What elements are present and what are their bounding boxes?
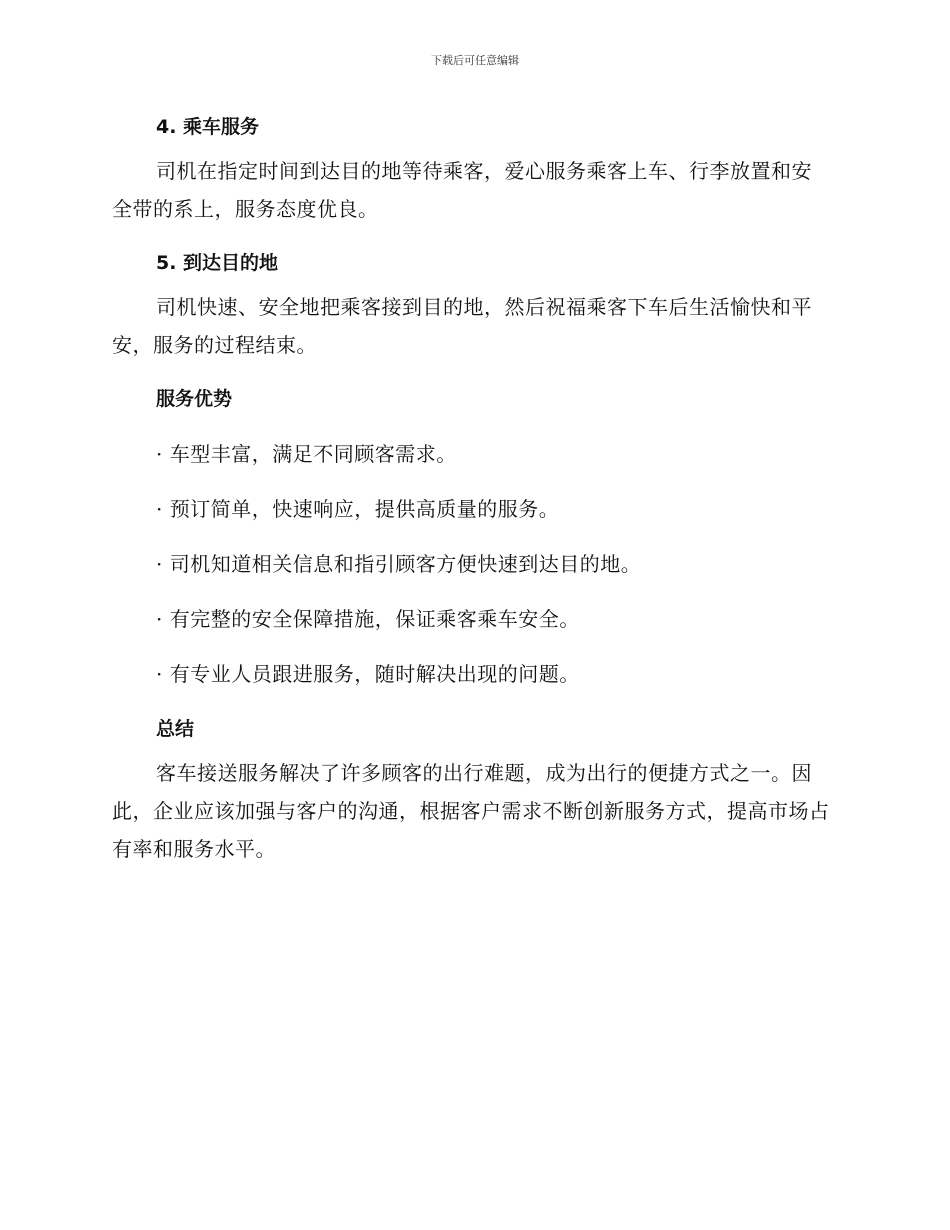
paragraph-summary: 客车接送服务解决了许多顾客的出行难题，成为出行的便捷方式之一。因此，企业应该加强与客户的沟通，根据客户需求不断创新服务方式，提高市场占有率和服务水平。 xyxy=(112,761,830,861)
section-heading-arrival: 5. 到达目的地 xyxy=(156,252,279,274)
list-item: · 司机知道相关信息和指引顾客方便快速到达目的地。 xyxy=(156,552,642,576)
list-item: · 有完整的安全保障措施，保证乘客乘车安全。 xyxy=(156,607,580,631)
page-header: 下载后可任意编辑 xyxy=(431,54,519,67)
section-heading-ride-service: 4. 乘车服务 xyxy=(156,116,260,138)
section-heading-summary: 总结 xyxy=(156,718,195,740)
section-heading-advantages: 服务优势 xyxy=(156,388,233,410)
paragraph-arrival: 司机快速、安全地把乘客接到目的地，然后祝福乘客下车后生活愉快和平安，服务的过程结束。 xyxy=(112,295,812,357)
list-item: · 有专业人员跟进服务，随时解决出现的问题。 xyxy=(156,662,580,686)
list-item: · 预订简单，快速响应，提供高质量的服务。 xyxy=(156,497,560,521)
document-body xyxy=(112,108,832,868)
list-item: · 车型丰富，满足不同顾客需求。 xyxy=(156,442,457,466)
paragraph-ride-service: 司机在指定时间到达目的地等待乘客，爱心服务乘客上车、行李放置和安全带的系上，服务态度优良。 xyxy=(112,159,812,221)
